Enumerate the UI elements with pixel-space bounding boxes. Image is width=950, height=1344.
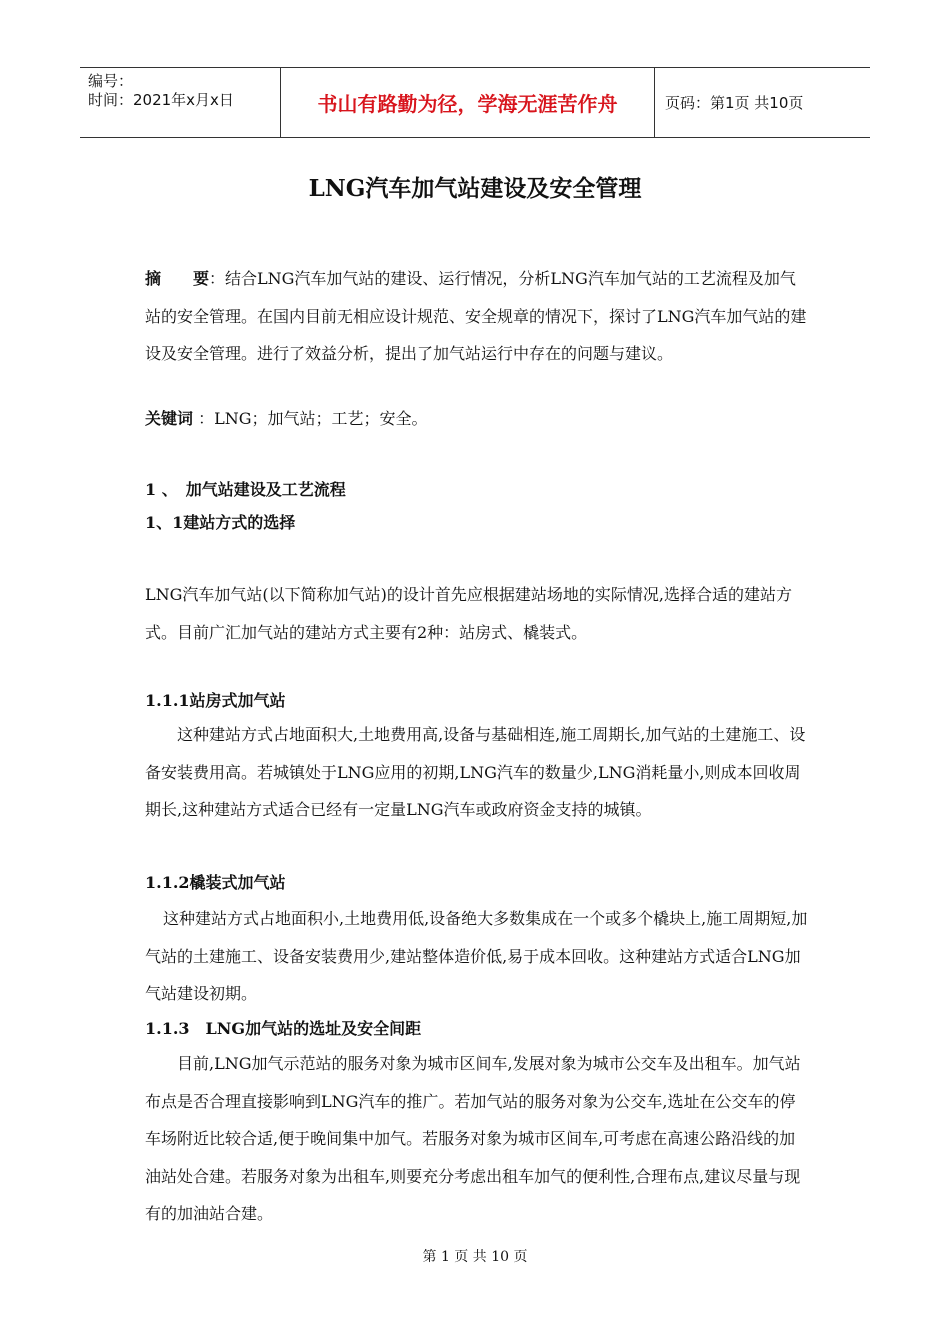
section-1-1-body (145, 576, 810, 651)
keywords-line (145, 400, 810, 437)
page-footer: 第 1 页 共 10 页 (422, 1249, 528, 1265)
section-1-1-1-heading: 1.1.1站房式加气站 (145, 691, 286, 710)
section-1-heading: 1 、 加气站建设及工艺流程 (145, 480, 346, 499)
document-title: LNG汽车加气站建设及安全管理 (308, 175, 642, 202)
section-1-headings (145, 473, 810, 539)
header-page-code: 页码：第1页 共10页 (665, 94, 804, 112)
section-1-1-1-text: 这种建站方式占地面积大,土地费用高,设备与基础相连,施工周期长,加气站的土建施工、设备安装费用高。若城镇处于LNG应用的初期,LNG汽车的数量少,LNG消耗量小,则成本回收周期长,这种建站方式适合已经有一定量LNG汽车或政府资金支持的城镇。 (145, 725, 806, 819)
number-label: 编号： (88, 72, 134, 90)
header-motto: 书山有路勤为径，学海无涯苦作舟 (280, 68, 655, 137)
abstract-text: ：结合LNG汽车加气站的建设、运行情况，分析LNG汽车加气站的工艺流程及加气站的安全管理。在国内目前无相应设计规范、安全规章的情况下，探讨了LNG汽车加气站的建设及安全管理。进行了效益分析，提出了加气站运行中存在的问题与建议。 (145, 269, 807, 363)
section-1-1-3-body (145, 1045, 810, 1233)
header-meta (80, 68, 280, 137)
section-1-1-3-text: 目前,LNG加气示范站的服务对象为城市区间车,发展对象为城市公交车及出租车。加气站布点是否合理直接影响到LNG汽车的推广。若加气站的服务对象为公交车,选址在公交车的停车场附近比较合适,便于晚间集中加气。若服务对象为城市区间车,可考虑在高速公路沿线的加油站处合建。若服务对象为出租车,则要充分考虑出租车加气的便利性,合理布点,建议尽量与现有的加油站合建。 (145, 1054, 801, 1223)
section-1-1-2-body (145, 900, 810, 1013)
section-1-1-2-heading: 1.1.2橇装式加气站 (145, 873, 286, 892)
section-1-1-3-heading: 1.1.3 LNG加气站的选址及安全间距 (145, 1019, 422, 1038)
document-header (80, 67, 870, 138)
abstract-paragraph (145, 260, 810, 373)
section-1-1-2-text: 这种建站方式占地面积小,土地费用低,设备绝大多数集成在一个或多个橇块上,施工周期短,加气站的土建施工、设备安装费用少,建站整体造价低,易于成本回收。这种建站方式适合LNG加气站建设初期。 (145, 909, 808, 1003)
section-1-1-text: LNG汽车加气站(以下简称加气站)的设计首先应根据建站场地的实际情况,选择合适的建站方式。目前广汇加气站的建站方式主要有2种：站房式、橇装式。 (145, 585, 792, 642)
time-label: 时间：2021年x月x日 (88, 91, 234, 109)
keywords-label: 关键词 (145, 409, 194, 428)
abstract-label: 摘 要 (145, 269, 210, 288)
section-1-1-heading: 1、1建站方式的选择 (145, 513, 296, 532)
section-1-1-1-body (145, 716, 810, 829)
keywords-text: ：LNG；加气站；工艺；安全。 (193, 409, 428, 428)
